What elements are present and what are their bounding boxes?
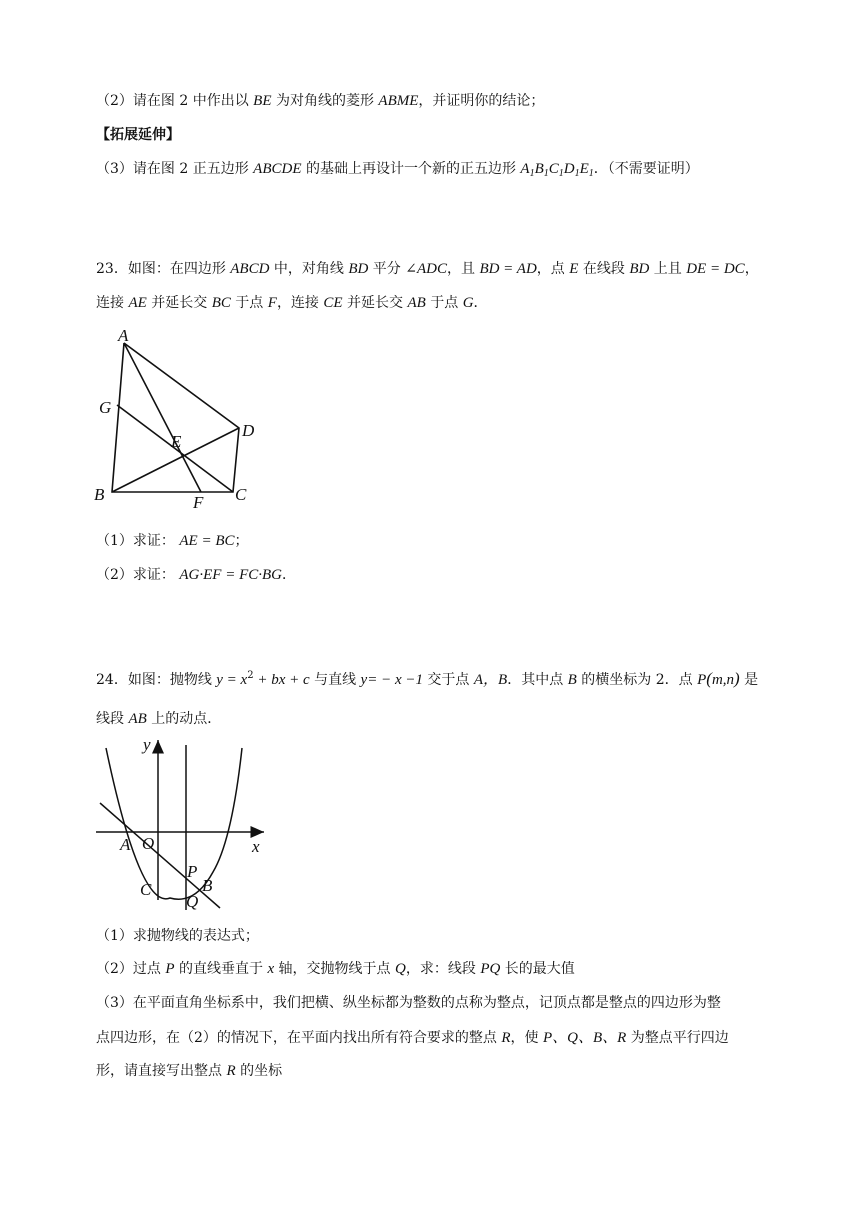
text: ，连接 <box>276 295 324 311</box>
text: 线段 <box>96 711 129 727</box>
text: 为整点平行四边 <box>626 1030 729 1046</box>
math: F <box>267 295 277 311</box>
math-exponent: 2 <box>247 670 254 681</box>
section-heading: 【拓展延伸】 <box>96 127 180 143</box>
text: （2）请在图 2 中作出以 <box>96 93 254 109</box>
math-be: BE <box>253 93 272 109</box>
text: 的坐标 <box>235 1063 283 1079</box>
label-o: O <box>142 834 155 853</box>
math: A，B <box>473 672 508 688</box>
text: （3）请在图 2 正五边形 <box>96 161 254 177</box>
math: E <box>569 261 579 277</box>
label-b: B <box>202 876 213 895</box>
math: AB <box>407 295 426 311</box>
math: B <box>567 672 577 688</box>
math: R <box>501 1030 511 1046</box>
text: ，并证明你的结论； <box>418 93 545 109</box>
label-a: A <box>120 835 131 854</box>
text: 并延长交 <box>342 295 408 311</box>
q24-part3-line3 <box>96 1060 282 1080</box>
math-abme: ABME <box>378 93 419 109</box>
text: 中，对角线 <box>269 261 349 277</box>
text: ． <box>473 295 488 311</box>
text: 的直线垂直于 <box>174 961 268 977</box>
q24-stem-line1: 24．如图：抛物线 $y = x^2$ + bx + c 与直线 y= − x −1 交于点 A，B．其中点 B 的横坐标为 2．点 P(m,n) 是 <box>96 669 759 688</box>
text: 为对角线的菱形 <box>271 93 379 109</box>
text: 的横坐标为 2．点 <box>576 672 698 688</box>
text: ，使 <box>510 1030 543 1046</box>
text: ， <box>744 261 759 277</box>
q24-part2 <box>96 958 575 978</box>
math: R <box>226 1063 236 1079</box>
math: m,n <box>711 672 735 688</box>
text: 连接 <box>96 295 129 311</box>
label-y: y <box>143 735 151 754</box>
text: 24．如图：抛物线 <box>96 672 217 688</box>
label-q: Q <box>186 892 199 911</box>
math: y= − x −1 <box>360 672 423 688</box>
math: CE <box>323 295 343 311</box>
q24-part1: （1）求抛物线的表达式； <box>96 928 259 944</box>
math: G <box>462 295 474 311</box>
q24-part3-line1: （3）在平面直角坐标系中，我们把横、纵坐标都为整数的点称为整点，记顶点都是整点的四边形为整 <box>96 995 721 1011</box>
text: ，点 <box>536 261 570 277</box>
math: P <box>697 672 707 688</box>
text: 的基础上再设计一个新的正五边形 <box>301 161 521 177</box>
text: 长的最大值 <box>500 961 575 977</box>
text: ，求：线段 <box>405 961 481 977</box>
text: 是 <box>739 672 759 688</box>
text: ．其中点 <box>507 672 568 688</box>
label-c: C <box>235 485 247 504</box>
math: BD <box>348 261 369 277</box>
math: AB <box>128 711 147 727</box>
text: 形，请直接写出整点 <box>96 1063 227 1079</box>
math: BD = AD <box>479 261 537 277</box>
label-g: G <box>99 398 112 417</box>
text: ； <box>234 533 249 549</box>
math: x <box>267 961 275 977</box>
text: 上的动点． <box>146 711 222 727</box>
math: AE <box>128 295 147 311</box>
math: AE = BC <box>179 533 235 549</box>
text: 平分 ∠ <box>368 261 417 277</box>
math: y = x <box>216 672 248 688</box>
text: （1）求证： <box>96 533 175 549</box>
math: BD <box>629 261 650 277</box>
math: P <box>165 961 175 977</box>
parabola <box>106 748 242 899</box>
label-x: x <box>252 837 260 856</box>
text: 上且 <box>649 261 687 277</box>
text: （2）过点 <box>96 961 166 977</box>
text: 在线段 <box>578 261 630 277</box>
text: 交于点 <box>422 672 474 688</box>
math: ABCD <box>230 261 270 277</box>
math-a1b1c1d1e1: $A_1B_1C_1D_1E_1$ <box>520 161 594 179</box>
math: PQ <box>480 961 501 977</box>
label-e: E <box>171 432 182 451</box>
math: BC <box>211 295 231 311</box>
text: 于点 <box>230 295 268 311</box>
math: DE = DC <box>686 261 745 277</box>
text: ，且 <box>446 261 480 277</box>
label-b: B <box>94 485 105 504</box>
text: ．（不需要证明） <box>593 161 699 177</box>
math: P、Q、B、R <box>542 1030 627 1046</box>
label-f: F <box>193 493 204 512</box>
math: Q <box>395 961 406 977</box>
math: + bx + c <box>253 672 310 688</box>
label-d: D <box>242 421 255 440</box>
text: 轴，交抛物线于点 <box>274 961 396 977</box>
label-a: A <box>118 326 129 345</box>
q24-part3-line2 <box>96 1026 729 1047</box>
text: 并延长交 <box>146 295 212 311</box>
text: ． <box>281 567 296 583</box>
text: 与直线 <box>309 672 361 688</box>
math: AG·EF = FC·BG <box>179 567 282 583</box>
math-abcde: ABCDE <box>253 161 302 177</box>
math: ADC <box>416 261 447 277</box>
text: 点四边形，在（2）的情况下，在平面内找出所有符合要求的整点 <box>96 1030 502 1046</box>
label-c: C <box>140 880 152 899</box>
text: （2）求证： <box>96 567 175 583</box>
label-p: P <box>187 862 198 881</box>
text: 于点 <box>425 295 463 311</box>
text: 23．如图：在四边形 <box>96 261 231 277</box>
